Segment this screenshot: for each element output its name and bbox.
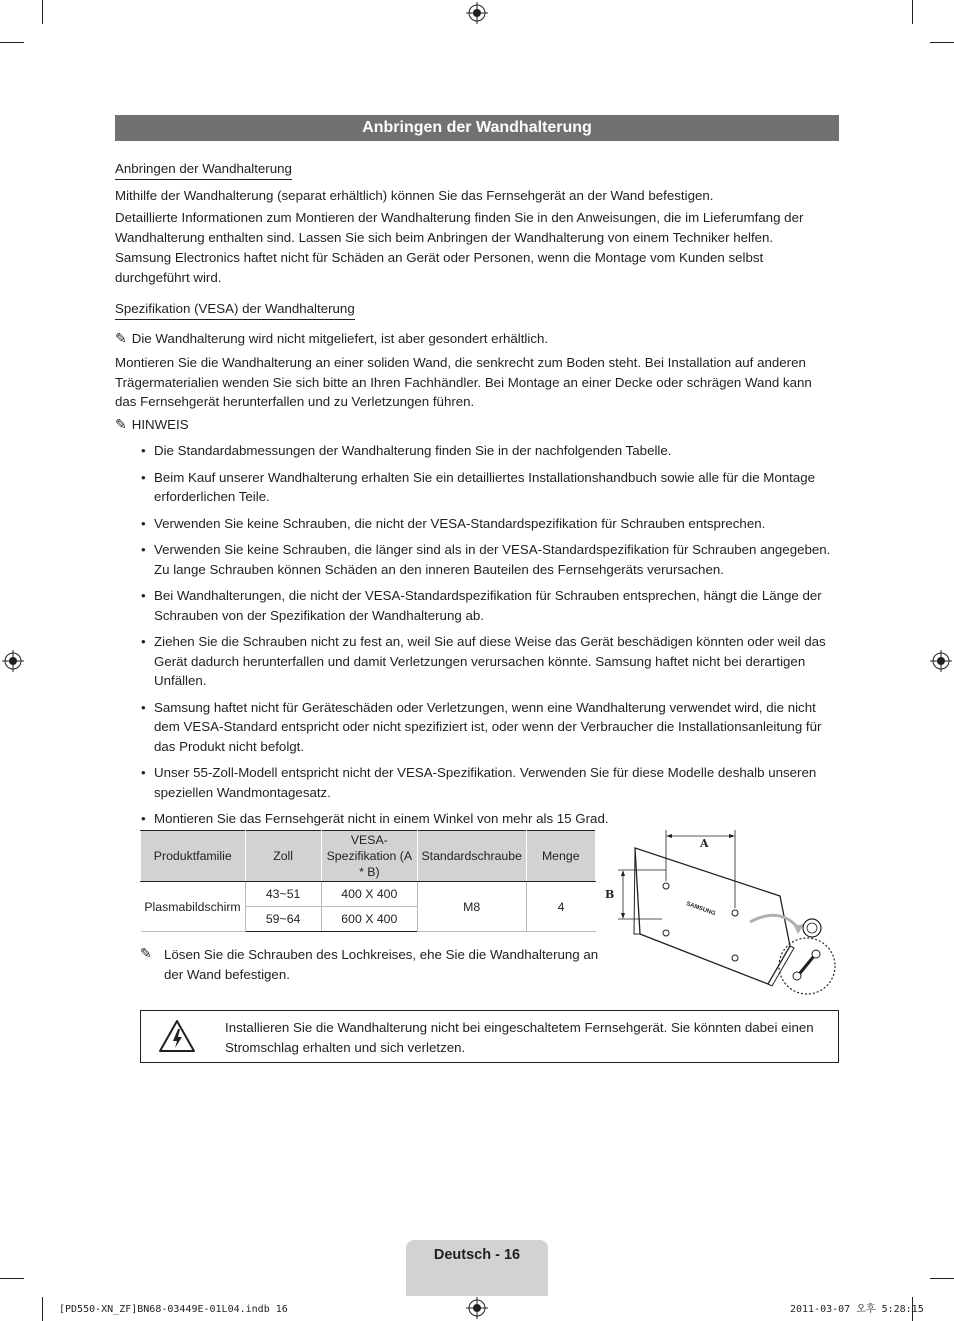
brand-label: SAMSUNG — [685, 901, 717, 918]
paragraph: Montieren Sie die Wandhalterung an einer soliden Wand, die senkrecht zum Boden steht. Bei Installation auf anderen Trägermaterialien wenden Sie sich bitte an Ihren Fachhändler. Bei Montage an einer Decke oder schrägen Wand kann das Fernsehgerät herunterfallen und zu Verletzungen führen. — [115, 355, 812, 409]
list-item: • Beim Kauf unserer Wandhalterung erhalten Sie ein detailliertes Installationshandbuch sowie alle für die Montage erforderlichen Teile. — [115, 468, 831, 507]
list-item: • Die Standardabmessungen der Wandhalterung finden Sie in der nachfolgenden Tabelle. — [115, 441, 831, 461]
dimension-b-label: B — [605, 888, 615, 901]
note-text: Die Wandhalterung wird nicht mitgeliefert, ist aber gesondert erhältlich. — [131, 331, 549, 346]
section-heading-vesa: Spezifikation (VESA) der Wandhalterung — [115, 300, 355, 320]
table-header: Menge — [526, 831, 596, 882]
file-slug: [PD550-XN_ZF]BN68-03449E-01L04.indb 16 — [59, 1304, 288, 1315]
list-item: • Unser 55-Zoll-Modell entspricht nicht der VESA-Spezifikation. Verwenden Sie für diese Modelle deshalb unseren speziellen Wandmontagesatz. — [115, 763, 831, 802]
crop-mark — [930, 42, 954, 43]
dimension-a-label: A — [700, 837, 709, 850]
electric-shock-warning-icon — [158, 1019, 196, 1053]
list-item: • Verwenden Sie keine Schrauben, die länger sind als in der VESA-Standardspezifikation für Schrauben angegeben. Zu lange Schrauben können Schäden an den inneren Bauteilen des Fernsehgeräts verursachen. — [115, 540, 831, 579]
crop-mark — [930, 1278, 954, 1279]
warning-box — [140, 1010, 839, 1063]
list-item: • Bei Wandhalterungen, die nicht der VESA-Standardspezifikation für Schrauben entsprechen, hängt die Länge der Schrauben von der Spezifikation der Wandhalterung ab. — [115, 586, 831, 625]
table-cell: 4 — [526, 882, 596, 932]
page-title: Anbringen der Wandhalterung — [115, 115, 839, 141]
vesa-spec-table — [140, 830, 596, 932]
notes-list — [115, 441, 831, 836]
crop-mark — [42, 0, 43, 24]
registration-mark-icon — [2, 650, 24, 672]
list-item: • Verwenden Sie keine Schrauben, die nicht der VESA-Standardspezifikation für Schrauben entsprechen. — [115, 514, 831, 534]
crop-mark — [0, 1278, 24, 1279]
table-cell: Plasmabildschirm — [141, 882, 246, 932]
crop-mark — [0, 42, 24, 43]
table-cell: 600 X 400 — [321, 907, 417, 932]
note-line — [115, 329, 831, 350]
registration-mark-icon — [466, 2, 488, 24]
section-heading-mounting: Anbringen der Wandhalterung — [115, 160, 292, 180]
table-row — [141, 882, 596, 907]
registration-mark-icon — [466, 1297, 488, 1319]
table-cell: 59~64 — [245, 907, 321, 932]
table-header-row — [141, 831, 596, 882]
hinweis-label: HINWEIS — [131, 417, 189, 432]
table-header: VESA-Spezifikation (A * B) — [321, 831, 417, 882]
warning-text: Installieren Sie die Wandhalterung nicht bei eingeschaltetem Fernsehgerät. Sie könnten dabei einen Stromschlag erhalten und sich verletzen. — [225, 1020, 814, 1055]
paragraph: Samsung Electronics haftet nicht für Schäden an Gerät oder Personen, wenn die Montage vom Kunden selbst durchgeführt wird. — [115, 250, 764, 285]
table-header: Zoll — [245, 831, 321, 882]
note-line — [140, 945, 600, 984]
list-item: • Samsung haftet nicht für Geräteschäden oder Verletzungen, wenn eine Wandhalterung verwendet wird, die nicht dem VESA-Standard entspricht oder nicht spezifiziert ist, oder wenn der Verbraucher die Installationsanleitung für das Produkt nicht befolgt. — [115, 698, 831, 757]
crop-mark — [912, 0, 913, 24]
pencil-note-icon: ✎ — [115, 417, 127, 433]
list-item: • Montieren Sie das Fernsehgerät nicht in einem Winkel von mehr als 15 Grad. — [115, 809, 831, 829]
paragraph: Mithilfe der Wandhalterung (separat erhältlich) können Sie das Fernsehgerät an der Wand befestigen. — [115, 188, 714, 203]
table-cell: 400 X 400 — [321, 882, 417, 907]
registration-mark-icon — [930, 650, 952, 672]
note-text: Lösen Sie die Schrauben des Lochkreises, ehe Sie die Wandhalterung an der Wand befestigen. — [164, 947, 599, 982]
wall-mount-diagram — [600, 826, 840, 998]
page-number-tab: Deutsch - 16 — [406, 1240, 548, 1296]
table-cell: M8 — [417, 882, 526, 932]
table-header: Standardschraube — [417, 831, 526, 882]
print-timestamp: 2011-03-07 오후 5:28:15 — [790, 1304, 924, 1315]
crop-mark — [42, 1297, 43, 1321]
list-item: • Ziehen Sie die Schrauben nicht zu fest an, weil Sie auf diese Weise das Gerät beschädigen könnten oder weil das Gerät dadurch herunterfallen und damit Verletzungen verursachen könnte. Samsung haftet nicht bei derartigen Unfällen. — [115, 632, 831, 691]
pencil-note-icon: ✎ — [115, 331, 127, 347]
pencil-note-icon: ✎ — [140, 946, 152, 962]
hinweis-line — [115, 415, 831, 436]
table-header: Produktfamilie — [141, 831, 246, 882]
paragraph: Detaillierte Informationen zum Montieren der Wandhalterung finden Sie in den Anweisungen, die im Lieferumfang der Wandhalterung enthalten sind. Lassen Sie sich beim Anbringen der Wandhalterung von einem Techniker helfen. — [115, 210, 804, 245]
table-cell: 43~51 — [245, 882, 321, 907]
